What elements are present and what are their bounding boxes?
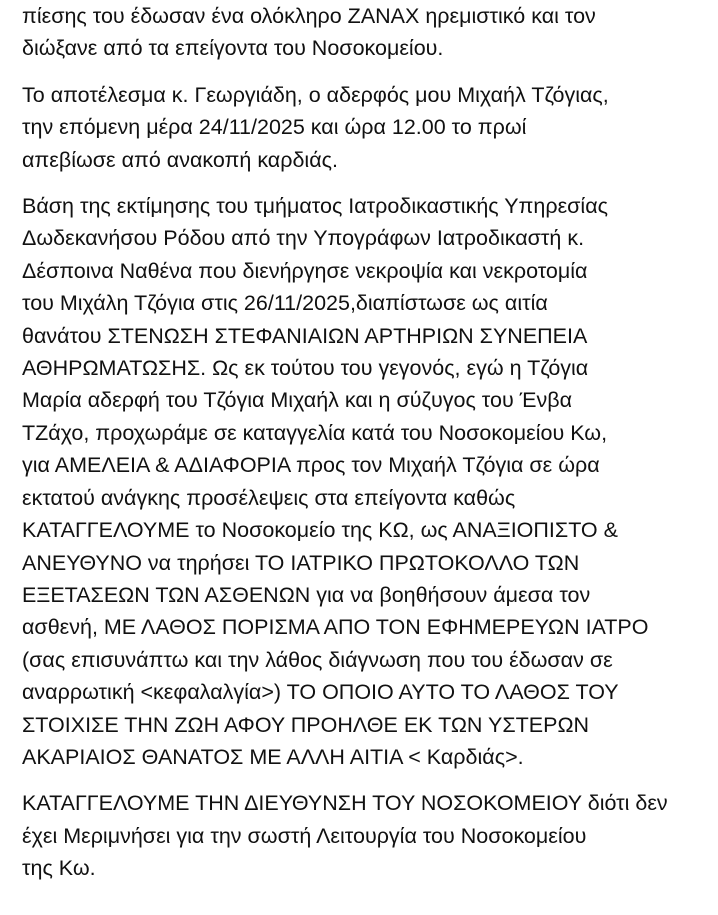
text-line: πίεσης του έδωσαν ένα ολόκληρο ZANAX ηρεμιστικό και τον [22, 4, 596, 28]
text-line: ΑΚΑΡΙΑΙΟΣ ΘΑΝΑΤΟΣ ΜΕ ΑΛΛΗ ΑΙΤΙΑ < Καρδιάς>. [22, 744, 524, 769]
text-line: θανάτου ΣΤΕΝΩΣΗ ΣΤΕΦΑΝΙΑΙΩΝ ΑΡΤΗΡΙΩΝ ΣΥΝΕΠΕΙΑ [22, 323, 588, 348]
text-line: Μαρία αδερφή του Τζόγια Μιχαήλ και η σύζυγος του Ένβα [22, 388, 573, 413]
text-line: ΑΘΗΡΩΜΑΤΩΣΗΣ. Ως εκ τούτου του γεγονός, εγώ η Τζόγια [22, 356, 589, 381]
text-line: ΣΤΟΙΧΙΣΕ ΤΗΝ ΖΩΗ ΑΦΟΥ ΠΡΟΗΛΘΕ ΕΚ ΤΩΝ ΥΣΤΕΡΩΝ [22, 712, 590, 737]
paragraph-gap [22, 176, 712, 190]
text-line: ΕΞΕΤΑΣΕΩΝ ΤΩΝ ΑΣΘΕΝΩΝ για να βοηθήσουν άμεσα τον [22, 582, 591, 607]
paragraph-gap [22, 773, 712, 787]
text-line: απεβίωσε από ανακοπή καρδιάς. [22, 147, 338, 172]
text-line: έχει Μεριμνήσει για την σωστή Λειτουργία του Νοσοκομείου [22, 823, 587, 848]
text-line: (σας επισυνάπτω και την λάθος διάγνωση που του έδωσαν σε [22, 647, 613, 672]
text-line: ασθενή, ΜΕ ΛΑΘΟΣ ΠΟΡΙΣΜΑ ΑΠΟ ΤΟΝ ΕΦΗΜΕΡΕΥΩΝ ΙΑΤΡΟ [22, 615, 649, 640]
text-line: της Κω. [22, 856, 96, 881]
text-line: Δωδεκανήσου Ρόδου από την Υπογράφων Ιατροδικαστή κ. [22, 226, 585, 251]
text-line: Το αποτέλεσμα κ. Γεωργιάδη, ο αδερφός μου Μιχαήλ Τζόγιας, [22, 82, 609, 107]
text-line: εκτατού ανάγκης προσέλεψεις στα επείγοντα καθώς [22, 485, 516, 510]
paragraph-4 [22, 787, 712, 884]
text-line: Δέσποινα Ναθένα που διενήργησε νεκροψία και νεκροτομία [22, 258, 588, 283]
text-line: για ΑΜΕΛΕΙΑ & ΑΔΙΑΦΟΡΙΑ προς τον Μιχαήλ Τζόγια σε ώρα [22, 453, 600, 478]
text-line: του Μιχάλη Τζόγια στις 26/11/2025,διαπίστωσε ως αιτία [22, 291, 548, 316]
paragraph-1 [22, 0, 712, 65]
text-line: διώξανε από τα επείγοντα του Νοσοκομείου. [22, 36, 444, 61]
text-line: Βάση της εκτίμησης του τμήματος Ιατροδικαστικής Υπηρεσίας [22, 194, 609, 219]
text-line: την επόμενη μέρα 24/11/2025 και ώρα 12.00 το πρωί [22, 115, 527, 140]
paragraph-gap [22, 65, 712, 79]
paragraph-2 [22, 79, 712, 176]
text-line: ΑΝΕΥΘΥΝΟ να τηρήσει ΤΟ ΙΑΤΡΙΚΟ ΠΡΩΤΟΚΟΛΛΟ ΤΩΝ [22, 550, 580, 575]
text-line: ΚΑΤΑΓΓΕΛΟΥΜΕ το Νοσοκομείο της ΚΩ, ως ΑΝΑΞΙΟΠΙΣΤΟ & [22, 518, 618, 543]
document-body [22, 0, 712, 885]
paragraph-3 [22, 190, 712, 773]
text-line: αναρρωτική <κεφαλαλγία>) ΤΟ ΟΠΟΙΟ ΑΥΤΟ ΤΟ ΛΑΘΟΣ ΤΟΥ [22, 680, 619, 705]
text-line: ΚΑΤΑΓΓΕΛΟΥΜΕ ΤΗΝ ΔΙΕΥΘΥΝΣΗ ΤΟΥ ΝΟΣΟΚΟΜΕΙΟΥ διότι δεν [22, 791, 668, 816]
text-line: ΤΖάχο, προχωράμε σε καταγγελία κατά του Νοσοκομείου Κω, [22, 420, 608, 445]
